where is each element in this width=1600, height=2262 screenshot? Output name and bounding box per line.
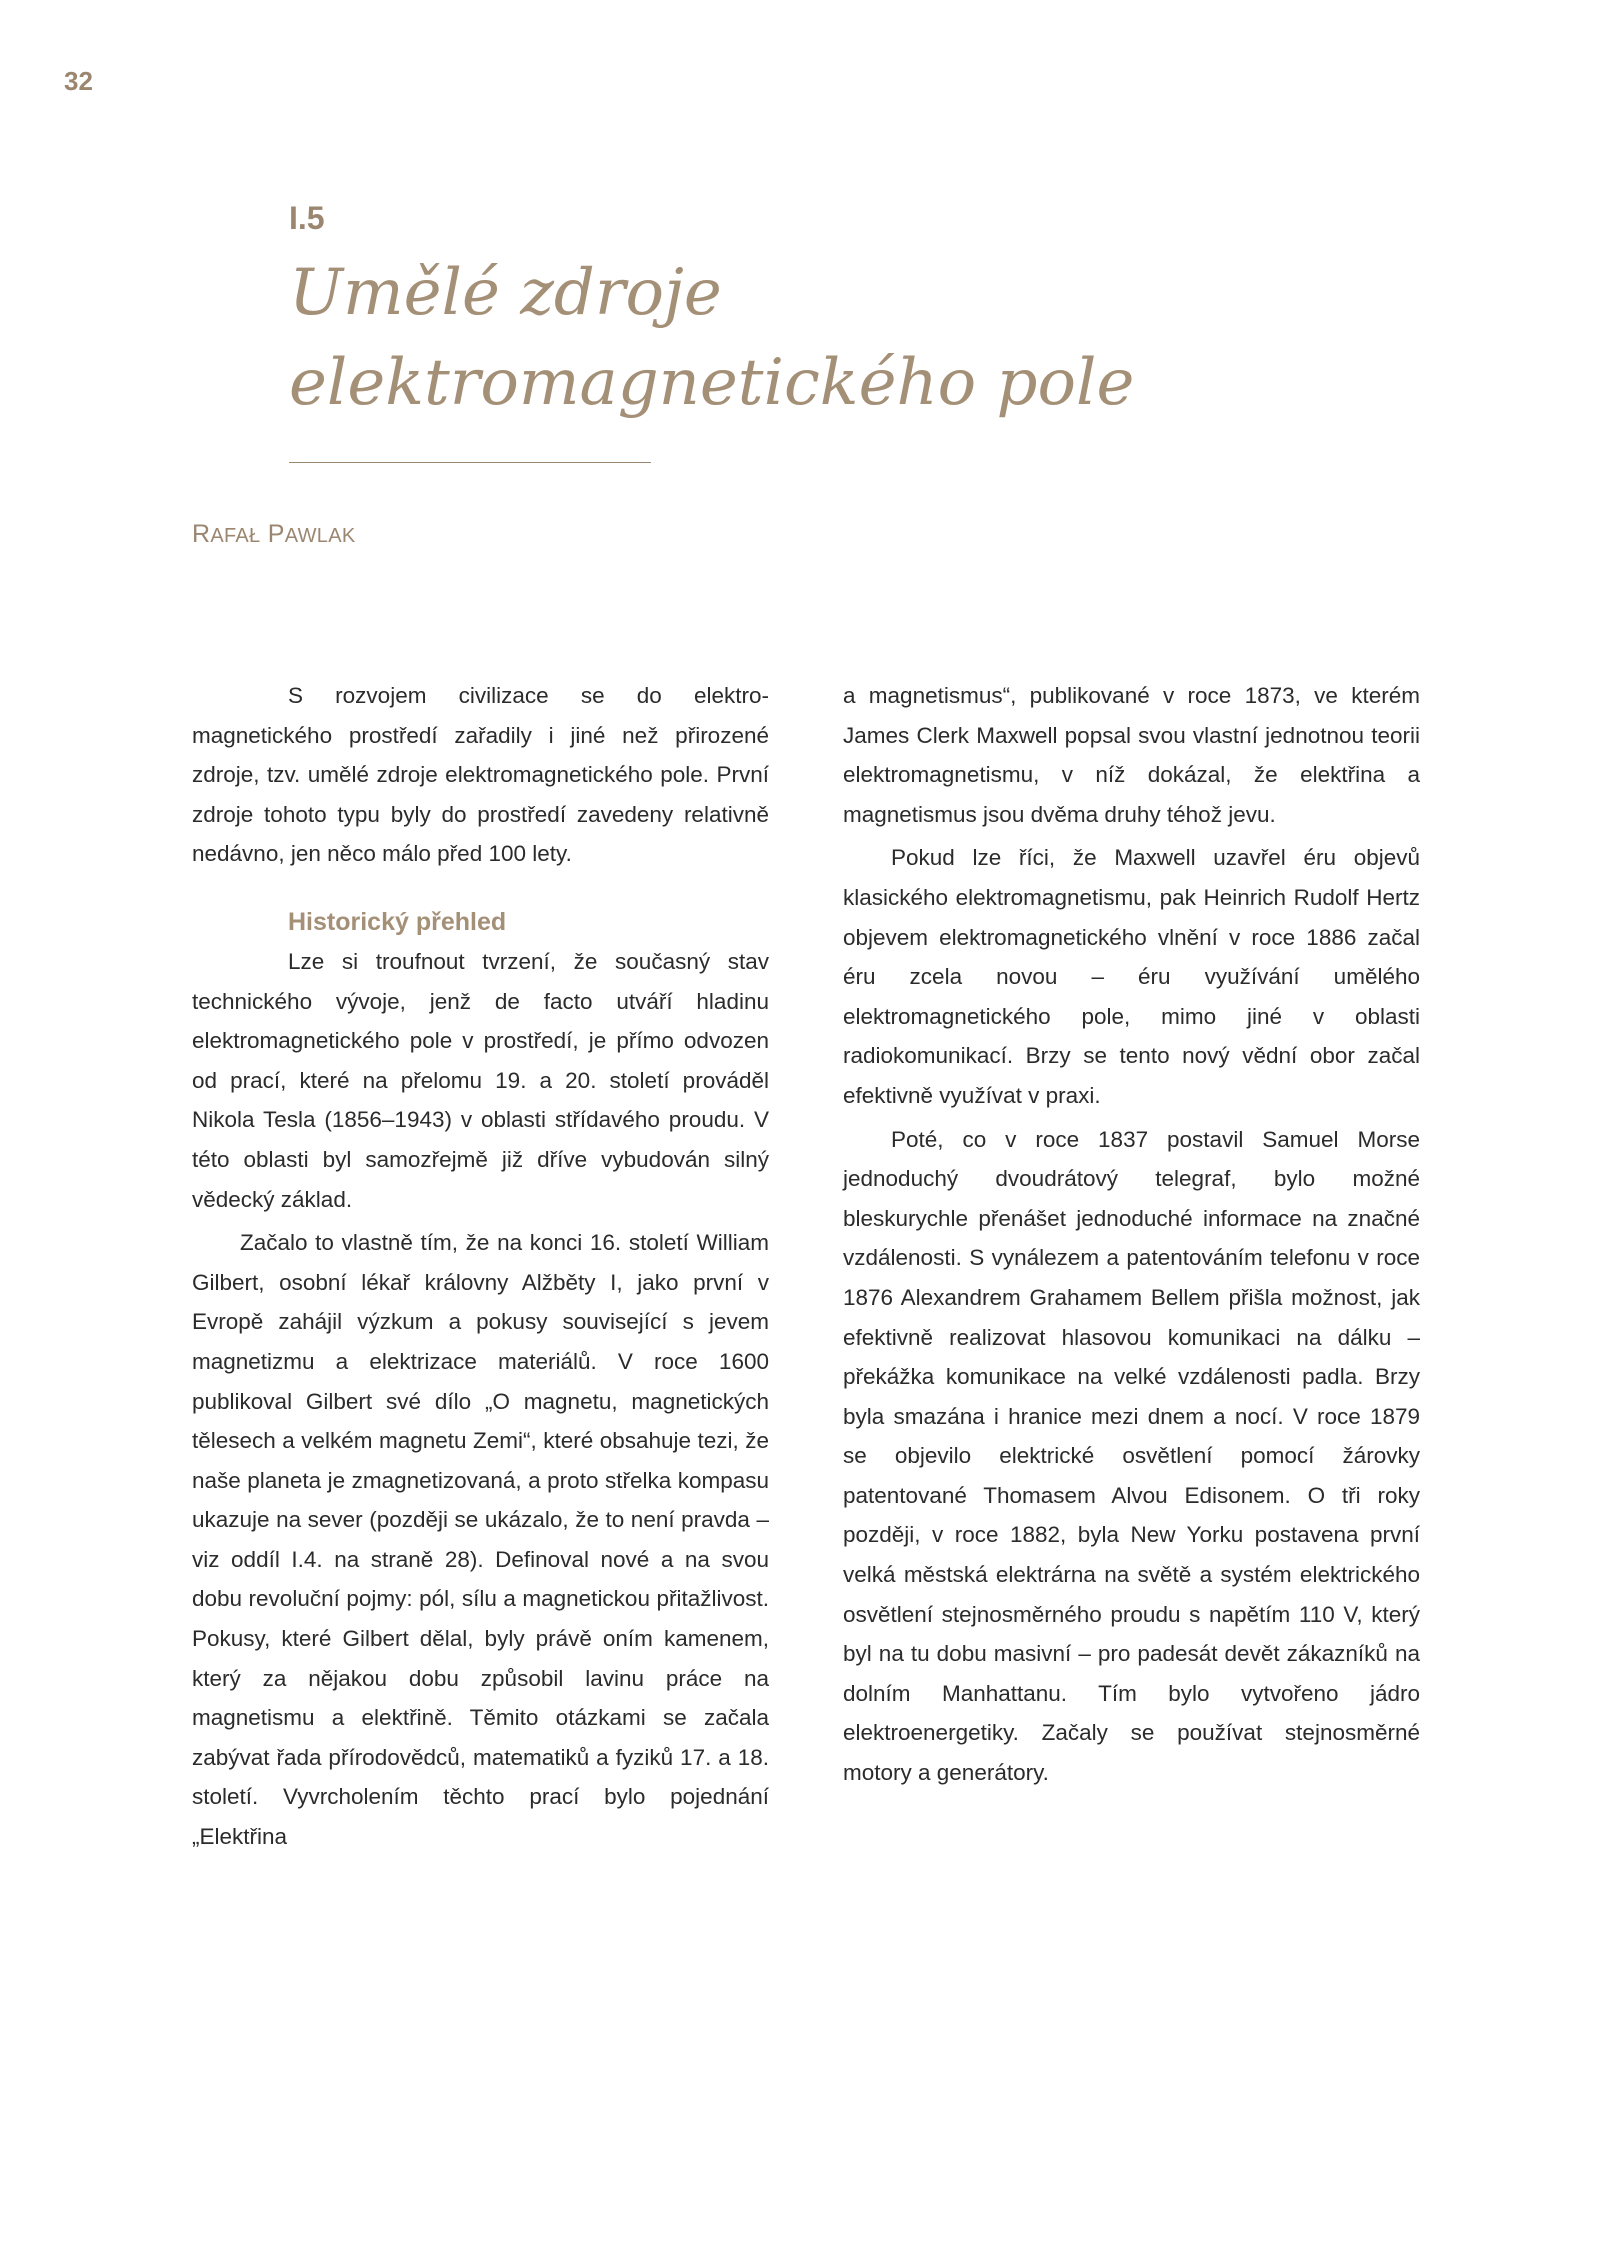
title-divider	[289, 462, 651, 463]
chapter-title-line-1: Umělé zdroje	[289, 256, 722, 330]
author-first-rest: AFAŁ	[210, 525, 261, 547]
body-paragraph: Pokud lze říci, že Maxwell uzavřel éru objevů klasického elektromagnetismu, pak Heinrich Rudolf Hertz objevem elektromagnetického vlnění v roce 1886 začal éru zcela novou – éru využívání umělého elektromagnetického pole, mimo jiné v oblasti radiokomunikací. Brzy se tento nový vědní obor začal efektivně využívat v praxi.	[843, 845, 1420, 1108]
body-paragraph: Začalo to vlastně tím, že na konci 16. století William Gilbert, osobní lékař královny Alžběty I, jako první v Evropě zahájil výzkum a pokusy související s jevem magnetizmu a elektrizace materiálů. V roce 1600 publikoval Gilbert své dílo „O magnetu, magnetických tělesech a velkém magnetu Zemi“, které obsahuje tezi, že naše planeta je zmagnetizovaná, a proto střelka kompasu ukazuje na sever (později se ukázalo, že to není pravda – viz oddíl I.4. na straně 28). Definoval nové a na svou dobu revoluční pojmy: pól, sílu a magnetickou přitažlivost. Pokusy, které Gilbert dělal, byly právě oním kamenem, který za nějakou dobu způsobil lavinu práce na magnetismu a elektřině. Těmito otázkami se začala zabývat řada přírodovědců, matematiků a fyziků 17. a 18. století. Vyvrcholením těchto prací bylo pojednání „Elektřina	[192, 1230, 769, 1850]
page-number: 32	[64, 66, 93, 96]
author-name	[192, 520, 356, 549]
section-heading: Historický přehled	[288, 907, 507, 936]
chapter-title	[289, 248, 1289, 428]
body-paragraph: Lze si troufnout tvrzení, že současný stav technického vývoje, jenž de facto utváří hladinu elektromagnetického pole v prostředí, je přímo odvozen od prací, které na přelomu 19. a 20. století prováděl Nikola Tesla (1856–1943) v oblasti střídavého proudu. V této oblasti byl samozřejmě již dříve vybudován silný vědecký základ.	[192, 948, 769, 1212]
body-paragraph: a magnetismus“, publikované v roce 1873, ve kterém James Clerk Maxwell popsal svou vlastní jednotnou teorii elektromagnetismu, v níž dokázal, že elektřina a magnetismus jsou dvěma druhy téhož jevu.	[843, 683, 1420, 827]
author-first-initial: R	[192, 520, 211, 548]
chapter-number: I.5	[289, 200, 325, 236]
chapter-title-line-2: elektromagnetického pole	[289, 346, 1135, 420]
intro-paragraph: S rozvojem civilizace se do elektromagnetického prostředí zařadily i jiné než přirozené zdroje, tzv. umělé zdroje elektromagnetického pole. První zdroje tohoto typu byly do prostředí zavedeny relativně nedávno, jen něco málo před 100 lety.	[192, 683, 769, 867]
author-last-rest: AWLAK	[284, 525, 356, 547]
right-column	[843, 676, 1420, 1793]
left-column	[192, 676, 769, 1857]
author-last-initial: P	[267, 520, 285, 548]
body-paragraph: Poté, co v roce 1837 postavil Samuel Morse jednoduchý dvoudrátový telegraf, bylo možné bleskurychle přenášet jednoduché informace na značné vzdálenosti. S vynálezem a patentováním telefonu v roce 1876 Alexandrem Grahamem Bellem přišla možnost, jak efektivně realizovat hlasovou komunikaci na dálku – překážka komunikace na velké vzdálenosti padla. Brzy byla smazána i hranice mezi dnem a nocí. V roce 1879 se objevilo elektrické osvětlení pomocí žárovky patentované Thomasem Alvou Edisonem. O tři roky později, v roce 1882, byla New Yorku postavena první velká městská elektrárna na světě a systém elektrického osvětlení stejnosměrného proudu s napětím 110 V, který byl na tu dobu masivní – pro padesát devět zákazníků na dolním Manhattanu. Tím bylo vytvořeno jádro elektroenergetiky. Začaly se používat stejnosměrné motory a generátory.	[843, 1126, 1420, 1786]
